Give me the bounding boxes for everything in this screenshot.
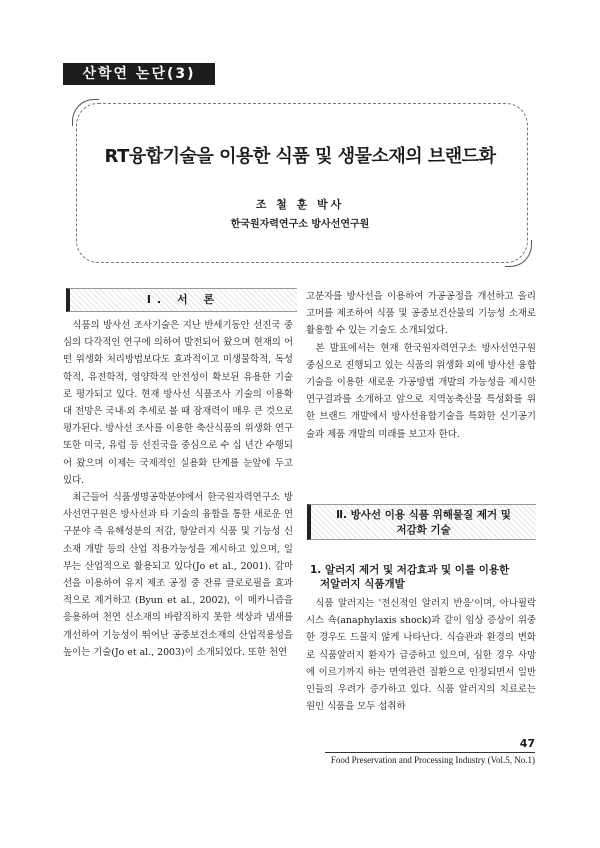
body-paragraph: 본 발표에서는 현재 한국원자력연구소 방사선연구원 중심으로 진행되고 있는 식품의 위생화 외에 방사선 융합기술을 이용한 새로운 가공방법 개발의 가능성을 제시한 연구결과를 소개하고 앞으로 지역농축산물 특성화를 위한 브랜드 개발에서 방사선융합기술을 특화한 신기공기술과 제품 개발의 미래를 보고자 한다. <box>306 342 536 440</box>
footer-rule <box>325 752 535 753</box>
author-name: 조 철 훈 박사 <box>255 198 345 211</box>
page-footer <box>325 738 535 765</box>
right-column-top <box>306 288 536 443</box>
section-heading-introduction: Ⅰ. 서 론 <box>66 288 297 312</box>
title-frame <box>76 103 528 263</box>
subsection-heading-allergy <box>310 563 538 591</box>
section-heading-hazard-removal <box>307 504 536 540</box>
article-title: RT융합기술을 이용한 식품 및 생물소재의 브랜드화 <box>104 146 496 167</box>
body-paragraph: 고분자를 방사선을 이용하여 가공공정을 개선하고 올리고머를 제조하여 식품 및 공중보건산물의 기능성 소재로 활용할 수 있는 기술도 소개되었다. <box>306 291 536 337</box>
frame-ornament-bottom-right <box>505 240 532 267</box>
body-paragraph: 식품의 방사선 조사기술은 지난 반세기동안 선진국 중심의 다각적인 연구에 의하여 발전되어 왔으며 현재의 어떤 위생화 처리방법보다도 효과적이고 미생물학적, 독성학적, 유전학적, 영양학적 안전성이 확보된 유용한 기술로 평가되고 있다. 현재 방사선 식품조사 기술의 이용확대 전망은 국내·외 추세로 볼 때 잠재력이 매우 큰 것으로 평가된다. 방사선 조사를 이용한 축산식품의 위생화 연구 또한 미국, 유럽 등 선진국을 중심으로 수 십 년간 수행되어 왔으며 이제는 국제적인 실용화 단계를 눈앞에 두고 있다. <box>63 320 293 486</box>
author-affiliation: 한국원자력연구소 방사선연구원 <box>230 219 370 230</box>
body-paragraph: 식품 알러지는 '전신적인 알러지 반응'이며, 아나필락시스 쇽(anaphylaxis shock)과 같이 임상 증상이 위중한 경우도 드물지 않게 나타난다. 식습관과 환경의 변화로 식품알러지 환자가 급증하고 있으며, 심한 경우 사망에 이르기까지 하는 면역관련 질환으로 인정되면서 일반인들의 우려가 증가하고 있다. 식품 알러지의 치료로는 원인 식품을 모두 섭취하 <box>306 598 536 713</box>
body-paragraph: 최근들어 식품생명공학분야에서 한국원자력연구소 방사선연구원은 방사선과 타 기술의 융합을 통한 새로운 연구분야 즉 유해성분의 저감, 항알러지 식품 및 기능성 신소재 개발 등의 산업 적용가능성을 제시하고 있으며, 일부는 산업적으로 활용되고 있다(Jo et al., 2001). 감마선을 이용하여 유지 제조 공정 중 잔류 클로로필을 효과적으로 제거하고 (Byun et al., 2002), 이 메카니즘을 응용하여 천연 신소재의 바람직하지 못한 색상과 냄새를 개선하여 기능성이 뛰어난 공중보건소재의 산업적용성을 높이는 기술(Jo et al., 2003)이 소개되었다. 또한 천연 <box>63 492 293 658</box>
frame-ornament-top-left <box>72 99 99 126</box>
right-column-bottom <box>306 595 536 715</box>
section-heading-line: 저감화 기술 <box>396 524 451 536</box>
left-column <box>63 317 293 661</box>
page-number: 47 <box>519 737 535 750</box>
journal-name: Food Preservation and Processing Industry (Vol.5, No.1) <box>330 755 535 765</box>
subsection-heading-line: 1. 알러지 제거 및 저감효과 및 이를 이용한 <box>310 564 510 576</box>
subsection-heading-line: 저알러지 식품개발 <box>320 578 405 590</box>
section-heading-line: Ⅱ. 방사선 이용 식품 위해물질 제거 및 <box>336 509 511 521</box>
section-tag: 산학연 논단(3) <box>63 63 215 85</box>
